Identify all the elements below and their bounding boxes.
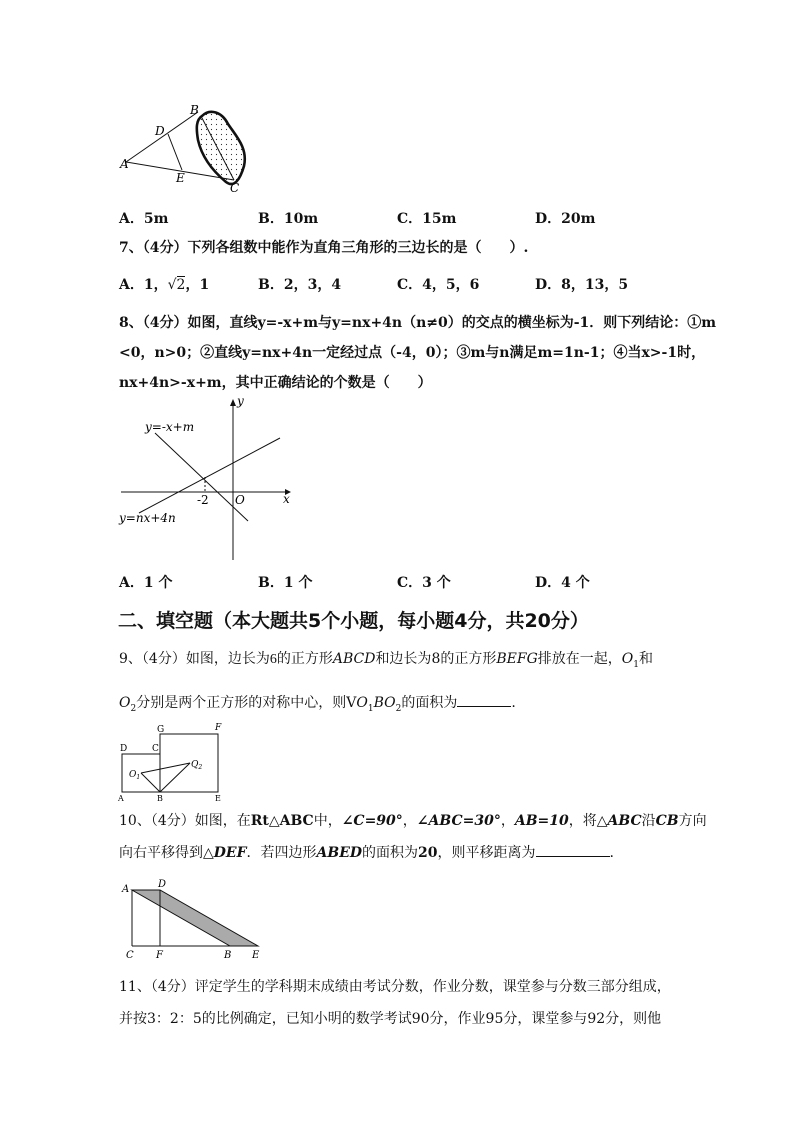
q9-l1-k: 和 (638, 651, 653, 667)
q7-option-b: B．2，3，4 (258, 277, 342, 293)
q9-line1 (119, 650, 679, 674)
q10-l2-a: 向右平移得到 (119, 845, 203, 861)
q10-l1-a: 10、（4分）如图，在 (119, 813, 251, 829)
q9-l1-f: 8 (431, 651, 441, 667)
q7-option-c: C．4，5，6 (397, 277, 480, 293)
q9-l1-c: 的正方形 (276, 651, 333, 667)
q7-option-d: D．8，13，5 (535, 277, 629, 293)
seg-b-o2 (160, 763, 190, 792)
q10-l1-m: 方向 (678, 813, 707, 829)
label-a: A (120, 157, 129, 171)
q9-l2-a: O (119, 695, 131, 711)
fig9-c: C (152, 744, 159, 754)
q8-option-d: D．4 个 (535, 575, 590, 591)
section-2-title: 二、填空题（本大题共5个小题，每小题4分，共20分） (118, 610, 589, 632)
q8-graph (115, 395, 300, 563)
q6-option-d: D．20m (535, 211, 596, 227)
q10-l1-l: CB (655, 813, 679, 829)
sqrt-symbol: √ (167, 277, 177, 293)
q6-option-a: A．5m (119, 211, 169, 227)
q10-l1-i: ，将 (568, 813, 597, 829)
q9-l1-i: 排放在一起， (537, 651, 622, 667)
q9-l1-j: O (621, 651, 634, 667)
q10-l1-d: ∠C=90° (341, 813, 403, 829)
q8-line3: nx+4n>-x+m，其中正确结论的个数是（ ） (119, 375, 432, 391)
q10-l2-d: ABED (316, 845, 363, 861)
y-axis-arrow (230, 399, 236, 406)
q7-option-a (119, 274, 209, 294)
q6-figure (110, 98, 260, 198)
q8-option-b: B．1 个 (258, 575, 313, 591)
q9-l2-g: . (511, 695, 516, 711)
fig9-g: G (157, 725, 165, 735)
q10-l1-g: ， (500, 813, 515, 829)
q10-l2-c: ．若四边形 (246, 845, 317, 861)
q9-l2-d-sub: 1 (367, 703, 374, 714)
q9-figure (115, 720, 230, 802)
q9-l1-d: ABCD (332, 651, 376, 667)
q10-l1-k: 沿 (641, 813, 656, 829)
fig10-b: B (224, 950, 232, 960)
fig9-o1: $O_1$ (129, 770, 141, 781)
fig9-e: E (215, 794, 221, 802)
fig9-f: F (215, 723, 222, 733)
q10-line2 (119, 842, 679, 862)
q10-l1-e: ， (402, 813, 417, 829)
q10-l1-b: Rt△ABC (250, 813, 314, 829)
q9-l1-h: BEFG (496, 651, 538, 667)
q9-l2-e: BO (373, 695, 396, 711)
q9-l2-c: V (346, 695, 357, 711)
q10-l2-f: 20 (418, 845, 438, 861)
fig10-e: E (252, 950, 260, 960)
q10-answer-blank[interactable] (536, 842, 610, 857)
fig10-d: D (158, 879, 167, 890)
q8-option-c: C．3 个 (397, 575, 451, 591)
line-pos (139, 438, 280, 513)
q9-answer-blank[interactable] (457, 692, 511, 707)
q10-l2-g: ，则平移距离为 (437, 845, 536, 861)
q10-line1 (119, 812, 707, 830)
label-e: E (176, 171, 185, 185)
q10-l2-h: . (609, 845, 614, 861)
seg-o1-o2 (141, 763, 190, 773)
q9-l1-j-sub: 1 (633, 659, 639, 670)
fig10-f: F (156, 950, 163, 960)
graph-y-label: y (237, 395, 244, 408)
line-neg (155, 433, 248, 521)
q8-line2: <0，n>0；②直线y=nx+4n一定经过点（-4，0）；③m与n满足m=1n-1；④当x>-1时， (119, 345, 706, 361)
q10-l2-e: 的面积为 (362, 845, 419, 861)
q9-l1-a: 9、（4分）如图，边长为 (119, 651, 270, 667)
graph-x-label: x (283, 492, 290, 506)
fig9-a: A (118, 794, 124, 802)
fig10-a: A (122, 884, 130, 895)
q11-line2: 并按3：2：5的比例确定，已知小明的数学考试90分，作业95分，课堂参与92分，则他 (119, 1011, 662, 1027)
shaded-abed (132, 890, 258, 946)
q8-option-a: A．1 个 (119, 575, 173, 591)
q9-l2-d: O (356, 695, 368, 711)
q9-l2-b: 分别是两个正方形的对称中心，则 (136, 695, 347, 711)
q6-option-b: B．10m (258, 211, 319, 227)
fig10-c: C (126, 950, 134, 960)
q9-l1-g: 的正方形 (440, 651, 497, 667)
q10-l2-b: △DEF (203, 845, 247, 861)
graph-line1-label: y=-x+m (145, 420, 195, 434)
label-c: C (230, 181, 240, 195)
q9-l1-e: 和边长为 (375, 651, 432, 667)
graph-line2-label: y=nx+4n (119, 511, 176, 525)
q11-line1: 11、（4分）评定学生的学科期末成绩由考试分数，作业分数，课堂参与分数三部分组成， (119, 979, 671, 995)
q10-l1-f: ∠ABC=30° (416, 813, 501, 829)
graph-tick: -2 (197, 493, 209, 507)
q8-line1: 8、（4分）如图，直线y=-x+m与y=nx+4n（n≠0）的交点的横坐标为-1．则下列结论：①m (119, 315, 717, 331)
seg-o1-b (141, 773, 160, 792)
q10-l1-c: 中， (313, 813, 342, 829)
q6-option-c: C．15m (397, 211, 457, 227)
graph-origin: O (235, 493, 245, 507)
q9-l2-a-sub: 2 (130, 703, 137, 714)
fig9-b: B (157, 794, 163, 802)
q10-l1-h: AB=10 (514, 813, 569, 829)
line-de (168, 134, 182, 170)
q7-option-a-suffix: ，1 (185, 277, 210, 293)
q10-figure (118, 878, 268, 960)
q7-text: 7、（4分）下列各组数中能作为直角三角形的三边长的是（ ）. (119, 240, 529, 256)
label-d: D (155, 124, 165, 138)
q9-l2-e-sub: 2 (395, 703, 402, 714)
q10-l1-j: △ABC (596, 813, 642, 829)
q9-l2-f: 的面积为 (401, 695, 458, 711)
fig9-o2: $Q_2$ (191, 760, 203, 771)
label-b: B (190, 103, 199, 117)
q7-option-a-prefix: A．1， (119, 277, 168, 293)
q9-line2 (119, 692, 679, 718)
q7-option-a-sqrt: 2 (176, 277, 186, 293)
fig9-d: D (120, 744, 128, 754)
q9-l1-b: 6 (269, 652, 277, 667)
